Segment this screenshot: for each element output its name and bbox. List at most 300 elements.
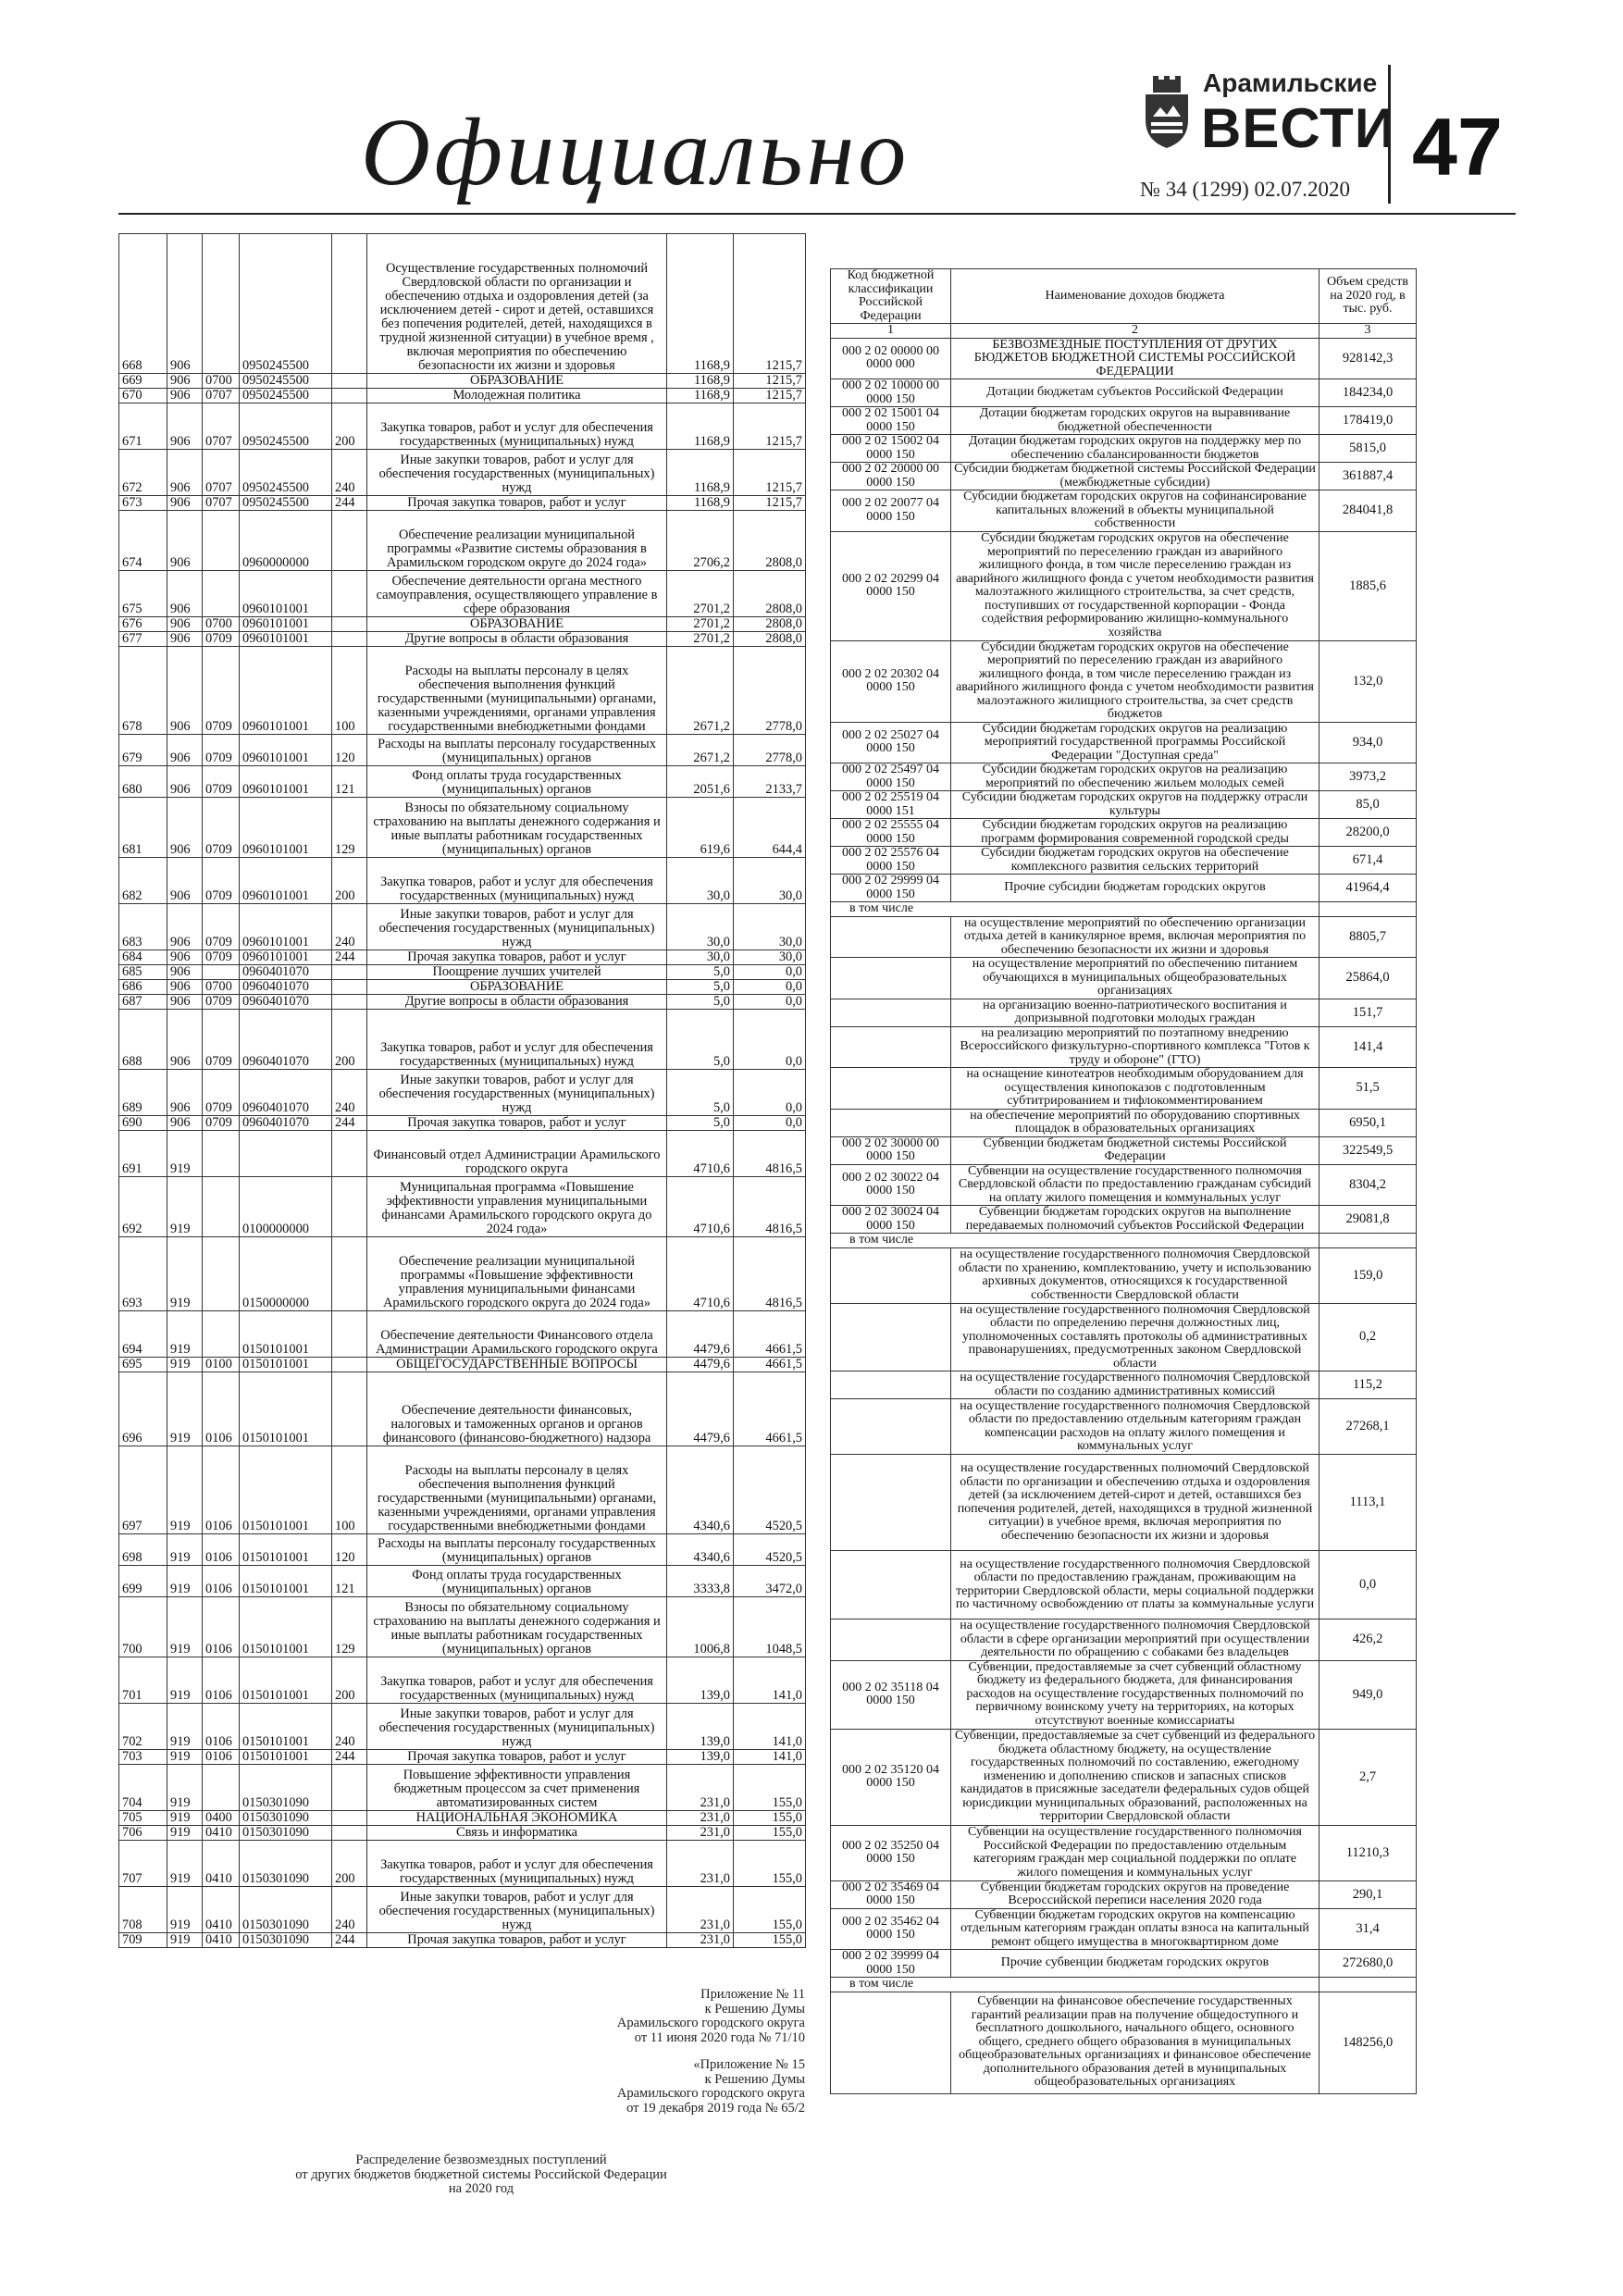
amount-2022: 141,0 bbox=[734, 1657, 806, 1704]
row-number: 709 bbox=[119, 1933, 167, 1948]
section-code bbox=[203, 1311, 240, 1358]
expense-type-code bbox=[332, 632, 367, 647]
revenue-amount: 51,5 bbox=[1319, 1068, 1417, 1110]
header-rule bbox=[118, 213, 1516, 215]
section-code bbox=[203, 234, 240, 374]
revenue-name: на осуществление мероприятий по обеспечению организации отдыха детей в каникулярное время, включая мероприятия по обеспечению безопасности их жизни и здоровья bbox=[951, 916, 1319, 958]
table-row bbox=[119, 403, 806, 450]
target-article-code: 0960101001 bbox=[240, 766, 332, 798]
department-code: 919 bbox=[167, 1933, 203, 1948]
department-code: 919 bbox=[167, 1750, 203, 1765]
amount-2021: 5,0 bbox=[667, 980, 734, 995]
target-article-code: 0150101001 bbox=[240, 1311, 332, 1358]
revenue-name: на реализацию мероприятий по поэтапному внедрению Всероссийского физкультурно-спортивного комплекса "Готов к труду и обороне" (ГТО) bbox=[951, 1026, 1319, 1068]
revenue-amount: 671,4 bbox=[1319, 847, 1417, 875]
expense-type-code bbox=[332, 980, 367, 995]
expense-name: Иные закупки товаров, работ и услуг для обеспечения государственных (муниципальных) нужд bbox=[367, 450, 667, 496]
table-row bbox=[831, 958, 1417, 999]
row-number: 671 bbox=[119, 403, 167, 450]
revenue-amount: 0,0 bbox=[1319, 1551, 1417, 1620]
revenue-name bbox=[951, 1978, 1319, 1992]
revenue-name: Субсидии бюджетам бюджетной системы Российской Федерации (межбюджетные субсидии) bbox=[951, 463, 1319, 490]
amount-2022: 0,0 bbox=[734, 995, 806, 1010]
revenue-name: Прочие субвенции бюджетам городских округов bbox=[951, 1950, 1319, 1978]
row-number: 706 bbox=[119, 1826, 167, 1841]
expense-name: ОБЩЕГОСУДАРСТВЕННЫЕ ВОПРОСЫ bbox=[367, 1358, 667, 1372]
row-number: 698 bbox=[119, 1534, 167, 1566]
table-row bbox=[119, 995, 806, 1010]
revenue-name: Дотации бюджетам субъектов Российской Федерации bbox=[951, 379, 1319, 407]
budget-code: 000 2 02 35462 04 0000 150 bbox=[831, 1908, 951, 1950]
row-number: 702 bbox=[119, 1704, 167, 1750]
expense-name: Обеспечение деятельности финансовых, налоговых и таможенных органов и органов финансового (финансово-бюджетного) надзора bbox=[367, 1372, 667, 1446]
target-article-code: 0960101001 bbox=[240, 904, 332, 950]
table-row bbox=[119, 1131, 806, 1177]
department-code: 906 bbox=[167, 234, 203, 374]
expense-type-code: 244 bbox=[332, 1116, 367, 1131]
including-row bbox=[831, 902, 1417, 917]
amount-2021: 5,0 bbox=[667, 1070, 734, 1116]
department-code: 906 bbox=[167, 374, 203, 389]
expense-name: Расходы на выплаты персоналу государственных (муниципальных) органов bbox=[367, 735, 667, 766]
table-row bbox=[119, 1372, 806, 1446]
expense-name: Обеспечение реализации муниципальной программы «Повышение эффективности управления муниципальными финансами Арамильского городского округа до 2024 года» bbox=[367, 1237, 667, 1311]
expense-name: Другие вопросы в области образования bbox=[367, 632, 667, 647]
target-article-code: 0150101001 bbox=[240, 1704, 332, 1750]
department-code: 906 bbox=[167, 1010, 203, 1070]
revenue-name: на осуществление государственного полномочия Свердловской области по созданию административных комиссий bbox=[951, 1371, 1319, 1399]
section-code: 0709 bbox=[203, 858, 240, 904]
table-row bbox=[831, 1992, 1417, 2093]
budget-code: 000 2 02 25576 04 0000 150 bbox=[831, 847, 951, 875]
amount-2021: 5,0 bbox=[667, 1116, 734, 1131]
revenue-name: Субсидии бюджетам городских округов на поддержку отрасли культуры bbox=[951, 791, 1319, 819]
row-number: 701 bbox=[119, 1657, 167, 1704]
table-row bbox=[831, 407, 1417, 435]
amount-2022: 3472,0 bbox=[734, 1566, 806, 1597]
section-code: 0410 bbox=[203, 1826, 240, 1841]
table-row bbox=[831, 1109, 1417, 1136]
row-number: 696 bbox=[119, 1372, 167, 1446]
revenue-name: на осуществление государственного полномочия Свердловской области по предоставлению отдельным категориям граждан компенсации расходов на оплату жилого помещения и коммунальных услуг bbox=[951, 1399, 1319, 1455]
section-code: 0709 bbox=[203, 735, 240, 766]
issue-info: № 34 (1299) 02.07.2020 bbox=[1140, 178, 1351, 201]
department-code: 919 bbox=[167, 1826, 203, 1841]
amount-2021: 1168,9 bbox=[667, 389, 734, 403]
amount-2021: 4710,6 bbox=[667, 1237, 734, 1311]
budget-code bbox=[831, 1399, 951, 1455]
row-number: 683 bbox=[119, 904, 167, 950]
amount-2021: 2671,2 bbox=[667, 735, 734, 766]
budget-code bbox=[831, 1303, 951, 1371]
revenue-name: Субсидии бюджетам городских округов на реализацию мероприятий по обеспечению жильем молодых семей bbox=[951, 763, 1319, 791]
budget-code bbox=[831, 999, 951, 1026]
table-row bbox=[119, 1765, 806, 1811]
table-row bbox=[119, 1070, 806, 1116]
expense-name: ОБРАЗОВАНИЕ bbox=[367, 617, 667, 632]
amount-2022: 30,0 bbox=[734, 904, 806, 950]
revenue-amount: 6950,1 bbox=[1319, 1109, 1417, 1136]
col-number: 3 bbox=[1319, 324, 1417, 339]
table-row bbox=[831, 1247, 1417, 1303]
expense-name: Взносы по обязательному социальному страхованию на выплаты денежного содержания и иные выплаты работникам государственных (муниципальных) органов bbox=[367, 798, 667, 858]
section-code: 0709 bbox=[203, 1116, 240, 1131]
col-code-header: Код бюджетной классификации Российской Федерации bbox=[831, 269, 951, 324]
target-article-code: 0950245500 bbox=[240, 496, 332, 511]
target-article-code: 0150101001 bbox=[240, 1597, 332, 1657]
revenue-amount: 115,2 bbox=[1319, 1371, 1417, 1399]
revenue-amount: 151,7 bbox=[1319, 999, 1417, 1026]
revenue-amount: 928142,3 bbox=[1319, 338, 1417, 379]
including-label: в том числе bbox=[831, 1234, 951, 1248]
amount-2022: 2133,7 bbox=[734, 766, 806, 798]
section-code: 0700 bbox=[203, 617, 240, 632]
amount-2021: 5,0 bbox=[667, 1010, 734, 1070]
expense-name: Прочая закупка товаров, работ и услуг bbox=[367, 496, 667, 511]
appendix-11 bbox=[500, 1988, 805, 2045]
amount-2022: 4816,5 bbox=[734, 1237, 806, 1311]
table-row bbox=[119, 858, 806, 904]
expense-type-code bbox=[332, 965, 367, 980]
revenue-amount: 148256,0 bbox=[1319, 1992, 1417, 2093]
table-row bbox=[119, 1311, 806, 1358]
target-article-code: 0150101001 bbox=[240, 1446, 332, 1534]
expense-type-code: 200 bbox=[332, 1841, 367, 1887]
revenue-name: на осуществление мероприятий по обеспечению питанием обучающихся в муниципальных общеобразовательных организациях bbox=[951, 958, 1319, 999]
expenditure-table bbox=[118, 233, 806, 1948]
revenue-name: Субсидии бюджетам городских округов на обеспечение мероприятий по переселению граждан из аварийного жилищного фонда, в том числе переселению граждан из аварийного жилищного фонда с учетом необходимости развития малоэтажного жилищного строительства, за счет средств бюджетов bbox=[951, 640, 1319, 722]
distribution-title-line: на 2020 год bbox=[448, 2181, 514, 2196]
revenue-amount: 25864,0 bbox=[1319, 958, 1417, 999]
department-code: 906 bbox=[167, 617, 203, 632]
table-row bbox=[831, 1729, 1417, 1825]
amount-2021: 4710,6 bbox=[667, 1177, 734, 1237]
revenue-amount: 178419,0 bbox=[1319, 407, 1417, 435]
col-number: 2 bbox=[951, 324, 1319, 339]
appendix-11-line: от 11 июня 2020 года № 71/10 bbox=[634, 2029, 805, 2045]
amount-2021: 1168,9 bbox=[667, 496, 734, 511]
expense-type-code bbox=[332, 617, 367, 632]
expense-type-code bbox=[332, 1131, 367, 1177]
budget-code: 000 2 02 35469 04 0000 150 bbox=[831, 1880, 951, 1908]
row-number: 699 bbox=[119, 1566, 167, 1597]
expense-type-code: 240 bbox=[332, 904, 367, 950]
amount-2022: 30,0 bbox=[734, 858, 806, 904]
department-code: 919 bbox=[167, 1811, 203, 1826]
amount-2022: 1215,7 bbox=[734, 450, 806, 496]
section-code bbox=[203, 571, 240, 617]
amount-2022: 141,0 bbox=[734, 1704, 806, 1750]
logo-small-text: Арамильские bbox=[1203, 68, 1378, 97]
budget-code bbox=[831, 916, 951, 958]
expense-type-code bbox=[332, 1811, 367, 1826]
revenue-amount: 8304,2 bbox=[1319, 1164, 1417, 1206]
amount-2022: 644,4 bbox=[734, 798, 806, 858]
table-row bbox=[119, 1750, 806, 1765]
target-article-code: 0950245500 bbox=[240, 389, 332, 403]
including-row bbox=[831, 1978, 1417, 1992]
revenue-amount: 27268,1 bbox=[1319, 1399, 1417, 1455]
amount-2021: 231,0 bbox=[667, 1887, 734, 1933]
section-code: 0709 bbox=[203, 950, 240, 965]
table-row bbox=[119, 511, 806, 571]
newspaper-logo bbox=[1140, 65, 1395, 176]
department-code: 906 bbox=[167, 1116, 203, 1131]
department-code: 919 bbox=[167, 1534, 203, 1566]
expense-name: Взносы по обязательному социальному страхованию на выплаты денежного содержания и иные выплаты работникам государственных (муниципальных) органов bbox=[367, 1597, 667, 1657]
table-row bbox=[119, 980, 806, 995]
row-number: 697 bbox=[119, 1446, 167, 1534]
revenue-amount: 8805,7 bbox=[1319, 916, 1417, 958]
target-article-code: 0960401070 bbox=[240, 1116, 332, 1131]
table-row bbox=[831, 463, 1417, 490]
revenue-name: БЕЗВОЗМЕЗДНЫЕ ПОСТУПЛЕНИЯ ОТ ДРУГИХ БЮДЖЕТОВ БЮДЖЕТНОЙ СИСТЕМЫ РОССИЙСКОЙ ФЕДЕРАЦИИ bbox=[951, 338, 1319, 379]
amount-2021: 4479,6 bbox=[667, 1372, 734, 1446]
revenue-name: Субвенции на финансовое обеспечение государственных гарантий реализации прав на получение общедоступного и бесплатного дошкольного, начального общего, основного общего, среднего общего образования в муниципальных общеобразовательных организациях и финансовое обеспечение дополнительного образования детей в муниципальных общеобразовательных организациях bbox=[951, 1992, 1319, 2093]
table-row bbox=[119, 1237, 806, 1311]
expense-type-code: 240 bbox=[332, 1887, 367, 1933]
revenue-amount: 29081,8 bbox=[1319, 1206, 1417, 1234]
row-number: 691 bbox=[119, 1131, 167, 1177]
expense-type-code bbox=[332, 389, 367, 403]
table-row bbox=[119, 1811, 806, 1826]
amount-2021: 139,0 bbox=[667, 1704, 734, 1750]
amount-2021: 231,0 bbox=[667, 1811, 734, 1826]
amount-2022: 1215,7 bbox=[734, 403, 806, 450]
expense-name: Молодежная политика bbox=[367, 389, 667, 403]
revenue-amount: 934,0 bbox=[1319, 722, 1417, 763]
table-row bbox=[831, 1164, 1417, 1206]
budget-code: 000 2 02 35120 04 0000 150 bbox=[831, 1729, 951, 1825]
row-number: 708 bbox=[119, 1887, 167, 1933]
expense-type-code bbox=[332, 1358, 367, 1372]
table-row bbox=[831, 1950, 1417, 1978]
amount-2021: 4710,6 bbox=[667, 1131, 734, 1177]
appendix-15 bbox=[500, 2058, 805, 2116]
department-code: 906 bbox=[167, 496, 203, 511]
section-code: 0707 bbox=[203, 403, 240, 450]
appendix-15-line: к Решению Думы bbox=[704, 2071, 805, 2087]
budget-code bbox=[831, 1109, 951, 1136]
revenue-name: Дотации бюджетам городских округов на выравнивание бюджетной обеспеченности bbox=[951, 407, 1319, 435]
revenue-amount: 1885,6 bbox=[1319, 531, 1417, 640]
department-code: 906 bbox=[167, 1070, 203, 1116]
target-article-code bbox=[240, 1131, 332, 1177]
budget-code: 000 2 02 29999 04 0000 150 bbox=[831, 875, 951, 902]
including-label: в том числе bbox=[831, 902, 951, 917]
revenue-name: на осуществление государственного полномочия Свердловской области по хранению, комплектованию, учету и использованию архивных документов, относящихся к государственной собственности Свердловской области bbox=[951, 1247, 1319, 1303]
table-row bbox=[831, 1660, 1417, 1729]
section-code: 0700 bbox=[203, 980, 240, 995]
table-row bbox=[831, 791, 1417, 819]
expense-name: Фонд оплаты труда государственных (муниципальных) органов bbox=[367, 1566, 667, 1597]
target-article-code: 0150301090 bbox=[240, 1765, 332, 1811]
target-article-code: 0960401070 bbox=[240, 1070, 332, 1116]
expense-type-code bbox=[332, 571, 367, 617]
amount-2021: 139,0 bbox=[667, 1750, 734, 1765]
section-code bbox=[203, 1177, 240, 1237]
col-number: 1 bbox=[831, 324, 951, 339]
expense-name: Прочая закупка товаров, работ и услуг bbox=[367, 1750, 667, 1765]
row-number: 700 bbox=[119, 1597, 167, 1657]
expense-type-code: 121 bbox=[332, 766, 367, 798]
amount-2022: 1215,7 bbox=[734, 234, 806, 374]
table-row bbox=[119, 234, 806, 374]
amount-2022: 1048,5 bbox=[734, 1597, 806, 1657]
table-row bbox=[119, 374, 806, 389]
budget-code bbox=[831, 958, 951, 999]
expense-name: НАЦИОНАЛЬНАЯ ЭКОНОМИКА bbox=[367, 1811, 667, 1826]
section-code: 0106 bbox=[203, 1372, 240, 1446]
amount-2021: 30,0 bbox=[667, 904, 734, 950]
table-row bbox=[831, 1880, 1417, 1908]
amount-2021: 1168,9 bbox=[667, 374, 734, 389]
section-code bbox=[203, 511, 240, 571]
table-row bbox=[831, 640, 1417, 722]
expense-name: Обеспечение деятельности органа местного самоуправления, осуществляющего управление в сфере образования bbox=[367, 571, 667, 617]
row-number: 679 bbox=[119, 735, 167, 766]
expense-type-code: 129 bbox=[332, 1597, 367, 1657]
amount-2021: 2701,2 bbox=[667, 617, 734, 632]
table-row bbox=[831, 435, 1417, 463]
amount-2022: 2808,0 bbox=[734, 632, 806, 647]
table-row bbox=[831, 1136, 1417, 1164]
expense-name: Обеспечение реализации муниципальной программы «Развитие системы образования в Арамильском городском округе до 2024 года» bbox=[367, 511, 667, 571]
department-code: 906 bbox=[167, 858, 203, 904]
table-row bbox=[119, 1597, 806, 1657]
amount-2021: 1006,8 bbox=[667, 1597, 734, 1657]
budget-code bbox=[831, 1992, 951, 2093]
amount-2021: 2051,6 bbox=[667, 766, 734, 798]
logo-big-text: ВЕСТИ bbox=[1201, 97, 1395, 159]
revenue-amount: 132,0 bbox=[1319, 640, 1417, 722]
amount-2021: 5,0 bbox=[667, 965, 734, 980]
amount-2022: 1215,7 bbox=[734, 389, 806, 403]
table-row bbox=[119, 617, 806, 632]
row-number: 686 bbox=[119, 980, 167, 995]
department-code: 906 bbox=[167, 403, 203, 450]
table-row bbox=[119, 647, 806, 735]
expense-name: Расходы на выплаты персоналу в целях обеспечения выполнения функций государственными (муниципальными) органами, казенными учреждениями, органами управления государственными внебюджетными фондами bbox=[367, 647, 667, 735]
expense-name: Иные закупки товаров, работ и услуг для обеспечения государственных (муниципальных) нужд bbox=[367, 904, 667, 950]
revenue-name: Субвенции на осуществление государственного полномочия Свердловской области по предоставлению гражданам субсидий на оплату жилого помещения и коммунальных услуг bbox=[951, 1164, 1319, 1206]
table-row bbox=[119, 1841, 806, 1887]
table-row bbox=[119, 965, 806, 980]
amount-2021: 231,0 bbox=[667, 1841, 734, 1887]
revenue-amount bbox=[1319, 1978, 1417, 1992]
revenue-amount: 272680,0 bbox=[1319, 1950, 1417, 1978]
expense-name: Связь и информатика bbox=[367, 1826, 667, 1841]
row-number: 704 bbox=[119, 1765, 167, 1811]
amount-2022: 4520,5 bbox=[734, 1446, 806, 1534]
expense-name: Прочая закупка товаров, работ и услуг bbox=[367, 1116, 667, 1131]
revenue-name: на обеспечение мероприятий по оборудованию спортивных площадок в образовательных организациях bbox=[951, 1109, 1319, 1136]
expense-type-code: 100 bbox=[332, 647, 367, 735]
table-row bbox=[119, 1177, 806, 1237]
including-row bbox=[831, 1234, 1417, 1248]
revenue-amount: 1113,1 bbox=[1319, 1455, 1417, 1551]
amount-2021: 4479,6 bbox=[667, 1311, 734, 1358]
row-number: 677 bbox=[119, 632, 167, 647]
expense-name: Расходы на выплаты персоналу государственных (муниципальных) органов bbox=[367, 1534, 667, 1566]
expense-type-code: 200 bbox=[332, 1657, 367, 1704]
section-code bbox=[203, 1131, 240, 1177]
department-code: 906 bbox=[167, 735, 203, 766]
expense-type-code bbox=[332, 1177, 367, 1237]
revenue-name: Субвенции, предоставляемые за счет субвенций областному бюджету из федерального бюджета, для финансирования расходов на осуществление государственных полномочий по первичному воинскому учету на территориях, на которых отсутствуют военные комиссариаты bbox=[951, 1660, 1319, 1729]
appendix-15-line: от 19 декабря 2019 года № 65/2 bbox=[626, 2100, 805, 2116]
department-code: 919 bbox=[167, 1765, 203, 1811]
budget-code: 000 2 02 30022 04 0000 150 bbox=[831, 1164, 951, 1206]
amount-2021: 1168,9 bbox=[667, 403, 734, 450]
amount-2022: 1215,7 bbox=[734, 374, 806, 389]
amount-2022: 155,0 bbox=[734, 1841, 806, 1887]
table-row bbox=[831, 722, 1417, 763]
target-article-code: 0960101001 bbox=[240, 632, 332, 647]
budget-code: 000 2 02 35250 04 0000 150 bbox=[831, 1825, 951, 1880]
table-row bbox=[119, 766, 806, 798]
department-code: 919 bbox=[167, 1704, 203, 1750]
section-code: 0106 bbox=[203, 1534, 240, 1566]
table-row bbox=[831, 1068, 1417, 1110]
budget-code bbox=[831, 1455, 951, 1551]
row-number: 688 bbox=[119, 1010, 167, 1070]
amount-2022: 30,0 bbox=[734, 950, 806, 965]
department-code: 906 bbox=[167, 904, 203, 950]
amount-2021: 3333,8 bbox=[667, 1566, 734, 1597]
expense-name: Другие вопросы в области образования bbox=[367, 995, 667, 1010]
section-code: 0106 bbox=[203, 1566, 240, 1597]
budget-code: 000 2 02 25497 04 0000 150 bbox=[831, 763, 951, 791]
target-article-code: 0960401070 bbox=[240, 965, 332, 980]
table-row bbox=[119, 1358, 806, 1372]
row-number: 687 bbox=[119, 995, 167, 1010]
expense-name: Закупка товаров, работ и услуг для обеспечения государственных (муниципальных) нужд bbox=[367, 1010, 667, 1070]
expense-name: Поощрение лучших учителей bbox=[367, 965, 667, 980]
distribution-title bbox=[259, 2153, 703, 2197]
target-article-code: 0150301090 bbox=[240, 1841, 332, 1887]
row-number: 676 bbox=[119, 617, 167, 632]
section-code: 0709 bbox=[203, 632, 240, 647]
expense-name: Иные закупки товаров, работ и услуг для обеспечения государственных (муниципальных) нужд bbox=[367, 1887, 667, 1933]
revenue-amount bbox=[1319, 1234, 1417, 1248]
department-code: 906 bbox=[167, 450, 203, 496]
target-article-code: 0150301090 bbox=[240, 1887, 332, 1933]
amount-2021: 2701,2 bbox=[667, 571, 734, 617]
revenue-table-col-numbers bbox=[831, 324, 1417, 339]
expense-type-code: 129 bbox=[332, 798, 367, 858]
table-row bbox=[831, 1825, 1417, 1880]
revenue-name bbox=[951, 902, 1319, 917]
budget-code bbox=[831, 1551, 951, 1620]
amount-2021: 4479,6 bbox=[667, 1358, 734, 1372]
section-code: 0709 bbox=[203, 766, 240, 798]
department-code: 906 bbox=[167, 995, 203, 1010]
revenue-name: Субсидии бюджетам городских округов на реализацию мероприятий государственной программы Российской Федерации "Доступная среда" bbox=[951, 722, 1319, 763]
budget-code bbox=[831, 1026, 951, 1068]
table-row bbox=[119, 798, 806, 858]
revenue-name: Субсидии бюджетам городских округов на обеспечение мероприятий по переселению граждан из аварийного жилищного фонда, в том числе переселению граждан из аварийного жилищного фонда с учетом необходимости развития малоэтажного жилищного строительства, за счет средств, поступивших от государственной корпорации - Фонда содействия реформированию жилищно-коммунального хозяйства bbox=[951, 531, 1319, 640]
expense-type-code: 240 bbox=[332, 1070, 367, 1116]
revenue-table bbox=[830, 268, 1417, 2094]
revenue-name: Дотации бюджетам городских округов на поддержку мер по обеспечению сбалансированности бюджетов bbox=[951, 435, 1319, 463]
table-row bbox=[119, 571, 806, 617]
section-title: Официально bbox=[361, 99, 911, 205]
section-code: 0709 bbox=[203, 904, 240, 950]
amount-2021: 139,0 bbox=[667, 1657, 734, 1704]
revenue-amount: 159,0 bbox=[1319, 1247, 1417, 1303]
expense-name: Прочая закупка товаров, работ и услуг bbox=[367, 950, 667, 965]
